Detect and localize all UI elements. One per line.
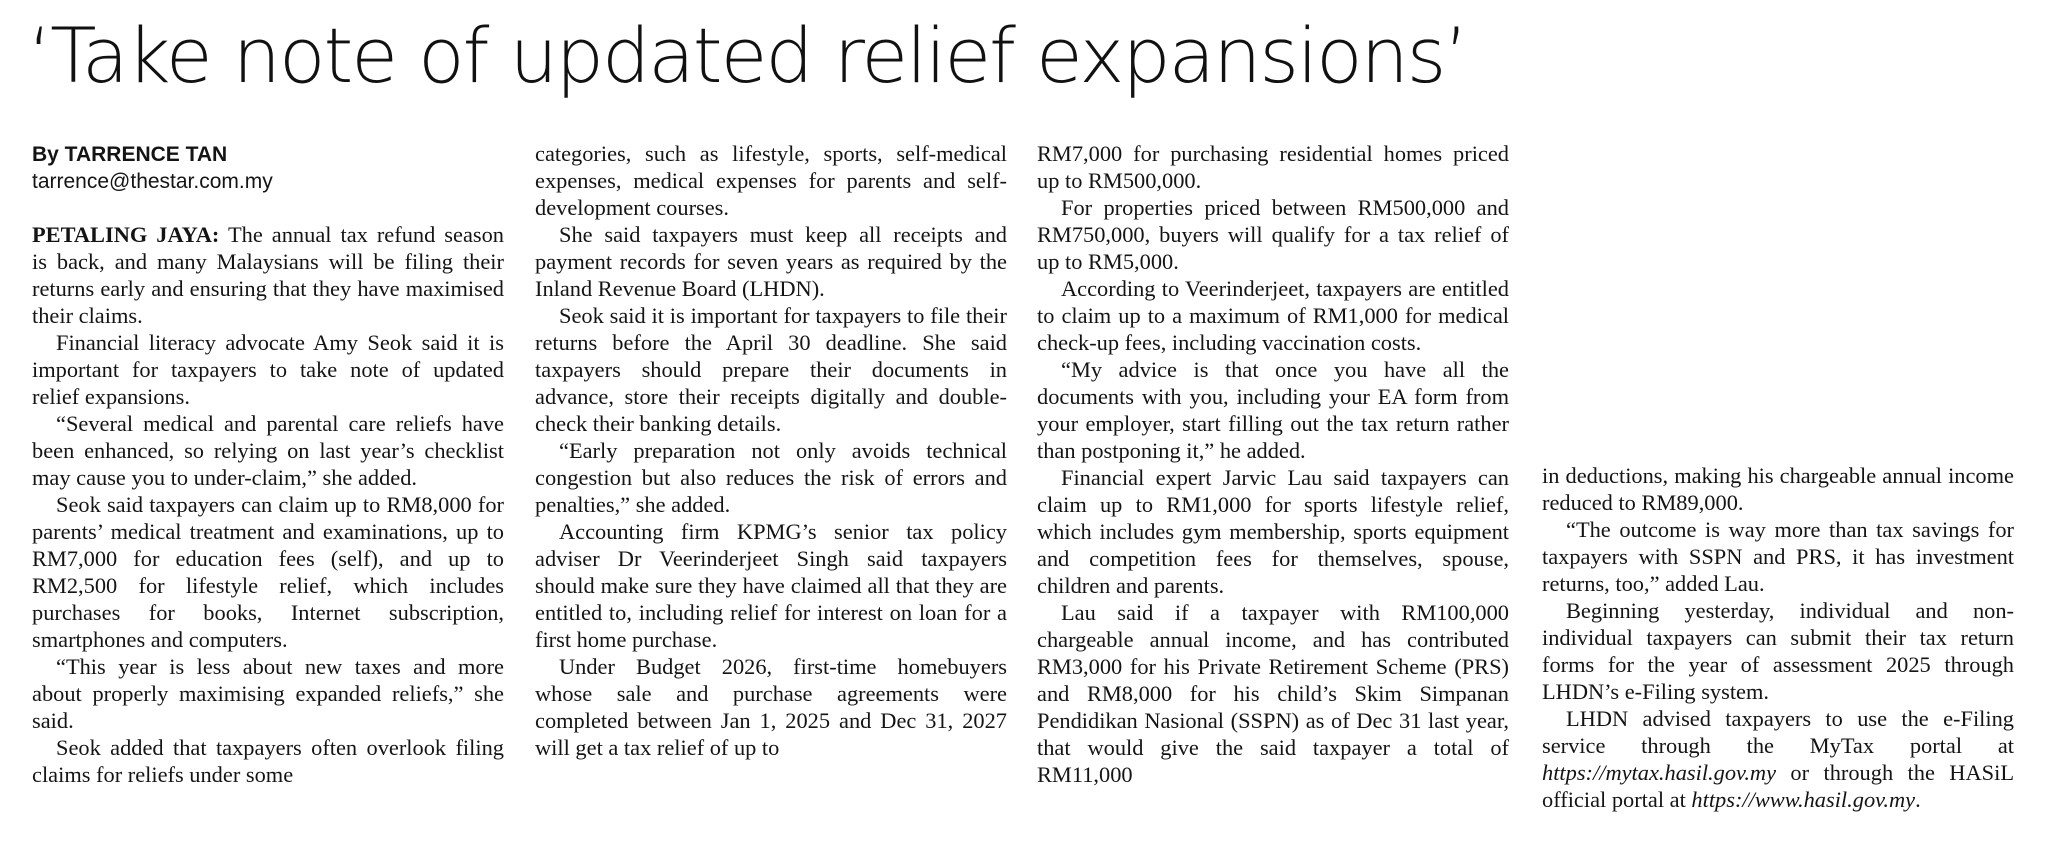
article-paragraph: RM7,000 for purchasing residential homes priced up to RM500,000. (1037, 141, 1509, 193)
byline-email[interactable]: tarrence@thestar.com.my (32, 170, 273, 193)
article-paragraph: For properties priced between RM500,000 and RM750,000, buyers will qualify for a tax relief of up to RM5,000. (1037, 195, 1509, 274)
article-column-1 (32, 221, 504, 788)
article-paragraph: “The outcome is way more than tax savings for taxpayers with SSPN and PRS, it has investment returns, too,” added Lau. (1542, 517, 2014, 596)
article-paragraph: “My advice is that once you have all the documents with you, including your EA form from your employer, start filling out the tax return rather than postponing it,” he added. (1037, 357, 1509, 463)
article-paragraph: Accounting firm KPMG’s senior tax policy adviser Dr Veerinderjeet Singh said taxpayers should make sure they have claimed all that they are entitled to, including relief for interest on loan for a first home purchase. (535, 519, 1007, 652)
hasil-portal-link[interactable]: https://www.hasil.gov.my (1691, 787, 1916, 812)
article-paragraph: Financial literacy advocate Amy Seok said it is important for taxpayers to take note of updated relief expansions. (32, 330, 504, 409)
article-paragraph: in deductions, making his chargeable annual income reduced to RM89,000. (1542, 463, 2014, 515)
article-paragraph: LHDN advised taxpayers to use the e-Filing service through the MyTax portal at https://mytax.hasil.gov.my or through the HASiL official portal at https://www.hasil.gov.my. (1542, 706, 2014, 812)
mytax-portal-link[interactable]: https://mytax.hasil.gov.my (1542, 760, 1777, 785)
article-paragraph: Seok added that taxpayers often overlook filing claims for reliefs under some (32, 735, 504, 787)
byline (32, 141, 273, 195)
dateline: PETALING JAYA: (32, 222, 220, 247)
article-paragraph: Lau said if a taxpayer with RM100,000 chargeable annual income, and has contributed RM3,000 for his Private Retirement Scheme (PRS) and RM8,000 for his child’s Skim Simpanan Pendidikan Nasional (SSPN) as of Dec 31 last year, that would give the said taxpayer a total of RM11,000 (1037, 600, 1509, 787)
article-paragraph: Seok said taxpayers can claim up to RM8,000 for parents’ medical treatment and examinations, up to RM7,000 for education fees (self), and up to RM2,500 for lifestyle relief, which includes purchases for books, Internet subscription, smartphones and computers. (32, 492, 504, 652)
article-paragraph: “This year is less about new taxes and more about properly maximising expanded reliefs,” she said. (32, 654, 504, 733)
article-paragraph: PETALING JAYA: The annual tax refund season is back, and many Malaysians will be filing their returns early and ensuring that they have maximised their claims. (32, 222, 504, 328)
article-column-4 (1542, 462, 2014, 813)
article-column-2 (535, 140, 1007, 761)
article-paragraph: “Early preparation not only avoids technical congestion but also reduces the risk of errors and penalties,” she added. (535, 438, 1007, 517)
byline-author: By TARRENCE TAN (32, 143, 228, 166)
article-paragraph: She said taxpayers must keep all receipts and payment records for seven years as required by the Inland Revenue Board (LHDN). (535, 222, 1007, 301)
article-paragraph: Financial expert Jarvic Lau said taxpayers can claim up to RM1,000 for sports lifestyle relief, which includes gym membership, sports equipment and competition fees for themselves, spouse, children and parents. (1037, 465, 1509, 598)
article-paragraph: Seok said it is important for taxpayers to file their returns before the April 30 deadline. She said taxpayers should prepare their documents in advance, store their receipts digitally and double-check their banking details. (535, 303, 1007, 436)
article-paragraph: categories, such as lifestyle, sports, self-medical expenses, medical expenses for parents and self-development courses. (535, 141, 1007, 220)
article-paragraph: Beginning yesterday, individual and non-individual taxpayers can submit their tax return forms for the year of assessment 2025 through LHDN’s e-Filing system. (1542, 598, 2014, 704)
article-paragraph: Under Budget 2026, first-time homebuyers whose sale and purchase agreements were completed between Jan 1, 2025 and Dec 31, 2027 will get a tax relief of up to (535, 654, 1007, 760)
article-column-3 (1037, 140, 1509, 788)
article-paragraph: “Several medical and parental care reliefs have been enhanced, so relying on last year’s checklist may cause you to under-claim,” she added. (32, 411, 504, 490)
article-paragraph: According to Veerinderjeet, taxpayers are entitled to claim up to a maximum of RM1,000 for medical check-up fees, including vaccination costs. (1037, 276, 1509, 355)
headline: ‘Take note of updated relief expansions’ (28, 11, 1467, 100)
